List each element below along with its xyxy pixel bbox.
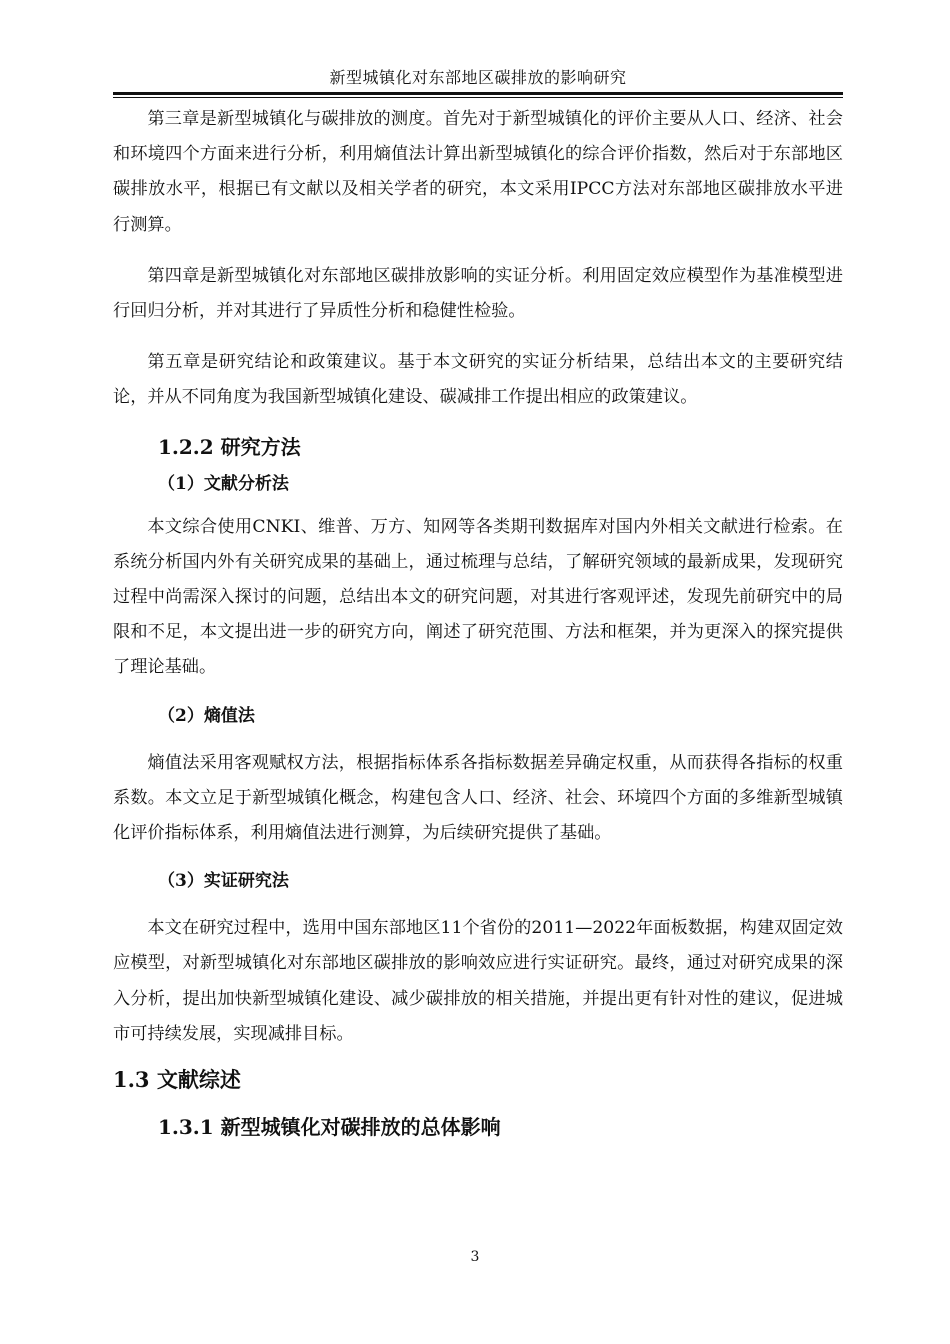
section-heading-literature-review: 1.3 文献综述 xyxy=(113,1067,241,1093)
header-rule-thin xyxy=(113,97,843,98)
subheading-empirical-method: （3）实证研究法 xyxy=(158,871,289,892)
section-heading-overall-impact: 1.3.1 新型城镇化对碳排放的总体影响 xyxy=(158,1115,501,1140)
paragraph-literature-analysis: 本文综合使用CNKI、维普、万方、知网等各类期刊数据库对国内外相关文献进行检索。在系统分析国内外有关研究成果的基础上，通过梳理与总结，了解研究领域的最新成果，发现研究过程中尚需深入探讨的问题，总结出本文的研究问题，对其进行客观评述，发现先前研究中的局限和不足，本文提出进一步的研究方向，阐述了研究范围、方法和框架，并为更深入的探究提供了理论基础。 xyxy=(113,516,843,678)
page-number: 3 xyxy=(470,1249,480,1265)
paragraph-chapter-4: 第四章是新型城镇化对东部地区碳排放影响的实证分析。利用固定效应模型作为基准模型进行回归分析，并对其进行了异质性分析和稳健性检验。 xyxy=(113,265,843,322)
subheading-literature-analysis: （1）文献分析法 xyxy=(158,473,289,494)
header-rule xyxy=(113,92,843,95)
subheading-entropy-method: （2）熵值法 xyxy=(158,705,255,726)
paragraph-entropy-method: 熵值法采用客观赋权方法，根据指标体系各指标数据差异确定权重，从而获得各指标的权重系数。本文立足于新型城镇化概念，构建包含人口、经济、社会、环境四个方面的多维新型城镇化评价指标体系，利用熵值法进行测算，为后续研究提供了基础。 xyxy=(113,752,843,844)
paragraph-empirical-method: 本文在研究过程中，选用中国东部地区11个省份的2011—2022年面板数据，构建双固定效应模型，对新型城镇化对东部地区碳排放的影响效应进行实证研究。最终，通过对研究成果的深入分析，提出加快新型城镇化建设、减少碳排放的相关措施，并提出更有针对性的建议，促进城市可持续发展，实现减排目标。 xyxy=(113,918,843,1044)
section-heading-research-methods: 1.2.2 研究方法 xyxy=(158,434,301,459)
paragraph-chapter-3: 第三章是新型城镇化与碳排放的测度。首先对于新型城镇化的评价主要从人口、经济、社会和环境四个方面来进行分析，利用熵值法计算出新型城镇化的综合评价指数，然后对于东部地区碳排放水平，根据已有文献以及相关学者的研究，本文采用IPCC方法对东部地区碳排放水平进行测算。 xyxy=(113,109,843,235)
running-header: 新型城镇化对东部地区碳排放的影响研究 xyxy=(329,68,627,87)
paragraph-chapter-5: 第五章是研究结论和政策建议。基于本文研究的实证分析结果，总结出本文的主要研究结论，并从不同角度为我国新型城镇化建设、碳减排工作提出相应的政策建议。 xyxy=(113,352,843,408)
document-body xyxy=(113,102,843,1146)
